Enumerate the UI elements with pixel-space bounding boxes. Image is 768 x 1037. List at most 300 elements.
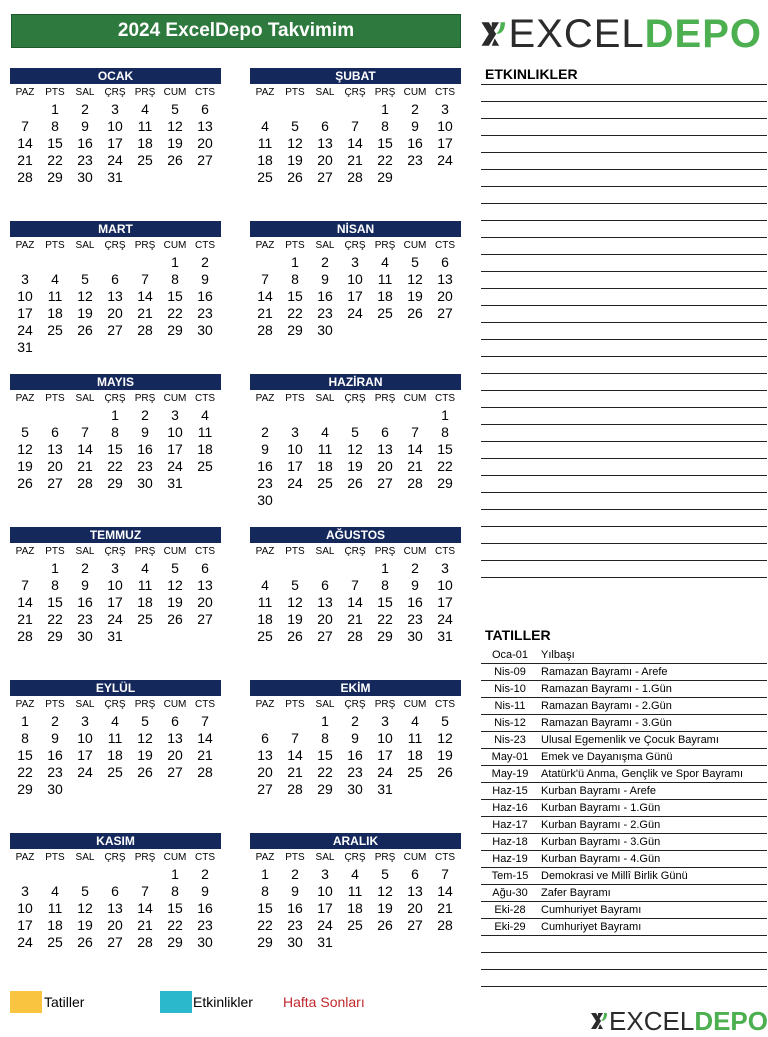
day-cell[interactable]: 16 <box>317 288 333 304</box>
day-cell[interactable] <box>70 339 100 356</box>
event-line[interactable] <box>481 577 767 578</box>
event-line[interactable] <box>481 543 767 544</box>
day-cell[interactable]: 28 <box>407 475 423 491</box>
day-cell[interactable]: 2 <box>351 713 359 729</box>
day-cell[interactable]: 13 <box>257 747 273 763</box>
day-cell[interactable]: 12 <box>377 883 393 899</box>
day-cell[interactable]: 8 <box>51 577 59 593</box>
day-cell[interactable]: 16 <box>407 135 423 151</box>
day-cell[interactable]: 19 <box>137 747 153 763</box>
event-line[interactable] <box>481 254 767 255</box>
day-cell[interactable]: 11 <box>47 288 63 304</box>
day-cell[interactable]: 27 <box>167 764 183 780</box>
day-cell[interactable]: 1 <box>381 101 389 117</box>
day-cell[interactable]: 25 <box>377 305 393 321</box>
day-cell[interactable]: 25 <box>47 322 63 338</box>
day-cell[interactable]: 5 <box>351 424 359 440</box>
day-cell[interactable]: 10 <box>107 118 123 134</box>
day-cell[interactable] <box>40 407 70 424</box>
day-cell[interactable]: 5 <box>381 866 389 882</box>
event-line[interactable] <box>481 509 767 510</box>
day-cell[interactable]: 4 <box>261 118 269 134</box>
day-cell[interactable]: 24 <box>167 458 183 474</box>
day-cell[interactable]: 30 <box>197 934 213 950</box>
day-cell[interactable] <box>400 934 430 951</box>
day-cell[interactable]: 7 <box>141 271 149 287</box>
day-cell[interactable]: 9 <box>261 441 269 457</box>
day-cell[interactable]: 23 <box>407 152 423 168</box>
day-cell[interactable]: 15 <box>167 288 183 304</box>
day-cell[interactable]: 25 <box>47 934 63 950</box>
day-cell[interactable] <box>340 322 370 339</box>
day-cell[interactable]: 12 <box>407 271 423 287</box>
day-cell[interactable]: 25 <box>107 764 123 780</box>
day-cell[interactable]: 30 <box>197 322 213 338</box>
day-cell[interactable] <box>400 169 430 186</box>
day-cell[interactable] <box>160 781 190 798</box>
event-line[interactable] <box>481 271 767 272</box>
day-cell[interactable]: 26 <box>377 917 393 933</box>
day-cell[interactable]: 2 <box>261 424 269 440</box>
day-cell[interactable]: 25 <box>257 628 273 644</box>
day-cell[interactable]: 25 <box>137 611 153 627</box>
day-cell[interactable]: 30 <box>47 781 63 797</box>
day-cell[interactable]: 13 <box>47 441 63 457</box>
day-cell[interactable] <box>100 254 130 271</box>
day-cell[interactable]: 2 <box>81 101 89 117</box>
day-cell[interactable]: 25 <box>197 458 213 474</box>
day-cell[interactable]: 24 <box>377 764 393 780</box>
event-line[interactable] <box>481 560 767 561</box>
day-cell[interactable]: 16 <box>137 441 153 457</box>
day-cell[interactable]: 19 <box>377 900 393 916</box>
day-cell[interactable] <box>430 492 460 509</box>
day-cell[interactable]: 13 <box>107 288 123 304</box>
day-cell[interactable]: 4 <box>201 407 209 423</box>
day-cell[interactable]: 12 <box>77 288 93 304</box>
day-cell[interactable]: 20 <box>107 305 123 321</box>
day-cell[interactable]: 7 <box>81 424 89 440</box>
day-cell[interactable]: 29 <box>47 169 63 185</box>
day-cell[interactable] <box>400 322 430 339</box>
day-cell[interactable]: 19 <box>287 611 303 627</box>
day-cell[interactable]: 20 <box>257 764 273 780</box>
day-cell[interactable]: 5 <box>141 713 149 729</box>
day-cell[interactable]: 2 <box>141 407 149 423</box>
day-cell[interactable]: 16 <box>287 900 303 916</box>
day-cell[interactable]: 17 <box>287 458 303 474</box>
day-cell[interactable]: 18 <box>47 305 63 321</box>
day-cell[interactable]: 27 <box>407 917 423 933</box>
day-cell[interactable]: 12 <box>287 594 303 610</box>
day-cell[interactable]: 7 <box>21 577 29 593</box>
day-cell[interactable] <box>340 407 370 424</box>
day-cell[interactable]: 3 <box>21 271 29 287</box>
day-cell[interactable]: 10 <box>77 730 93 746</box>
day-cell[interactable]: 17 <box>107 594 123 610</box>
day-cell[interactable] <box>10 254 40 271</box>
day-cell[interactable] <box>430 322 460 339</box>
day-cell[interactable]: 2 <box>201 866 209 882</box>
day-cell[interactable]: 29 <box>437 475 453 491</box>
day-cell[interactable]: 1 <box>171 254 179 270</box>
day-cell[interactable]: 8 <box>51 118 59 134</box>
day-cell[interactable]: 29 <box>257 934 273 950</box>
day-cell[interactable]: 28 <box>257 322 273 338</box>
day-cell[interactable]: 16 <box>77 594 93 610</box>
day-cell[interactable]: 21 <box>287 764 303 780</box>
day-cell[interactable] <box>40 339 70 356</box>
day-cell[interactable]: 12 <box>167 118 183 134</box>
day-cell[interactable]: 24 <box>77 764 93 780</box>
event-line[interactable] <box>481 305 767 306</box>
day-cell[interactable]: 10 <box>17 288 33 304</box>
day-cell[interactable]: 23 <box>407 611 423 627</box>
day-cell[interactable]: 25 <box>317 475 333 491</box>
day-cell[interactable] <box>340 492 370 509</box>
day-cell[interactable] <box>280 713 310 730</box>
day-cell[interactable] <box>280 407 310 424</box>
day-cell[interactable]: 23 <box>317 305 333 321</box>
day-cell[interactable]: 27 <box>107 322 123 338</box>
day-cell[interactable] <box>130 781 160 798</box>
day-cell[interactable]: 9 <box>201 883 209 899</box>
day-cell[interactable]: 18 <box>377 288 393 304</box>
day-cell[interactable]: 5 <box>171 560 179 576</box>
day-cell[interactable]: 5 <box>441 713 449 729</box>
day-cell[interactable]: 25 <box>347 917 363 933</box>
day-cell[interactable]: 18 <box>197 441 213 457</box>
day-cell[interactable]: 20 <box>107 917 123 933</box>
day-cell[interactable]: 15 <box>47 135 63 151</box>
day-cell[interactable]: 11 <box>347 883 363 899</box>
event-line[interactable] <box>481 492 767 493</box>
day-cell[interactable] <box>250 254 280 271</box>
day-cell[interactable]: 4 <box>261 577 269 593</box>
day-cell[interactable]: 31 <box>107 628 123 644</box>
day-cell[interactable]: 1 <box>381 560 389 576</box>
day-cell[interactable]: 1 <box>261 866 269 882</box>
day-cell[interactable] <box>190 339 220 356</box>
day-cell[interactable] <box>160 628 190 645</box>
day-cell[interactable]: 10 <box>317 883 333 899</box>
day-cell[interactable]: 14 <box>17 135 33 151</box>
day-cell[interactable]: 25 <box>137 152 153 168</box>
day-cell[interactable]: 16 <box>257 458 273 474</box>
day-cell[interactable]: 30 <box>257 492 273 508</box>
day-cell[interactable]: 9 <box>81 118 89 134</box>
day-cell[interactable] <box>430 169 460 186</box>
day-cell[interactable] <box>430 934 460 951</box>
day-cell[interactable]: 12 <box>137 730 153 746</box>
day-cell[interactable]: 29 <box>167 934 183 950</box>
day-cell[interactable]: 12 <box>437 730 453 746</box>
day-cell[interactable] <box>70 781 100 798</box>
day-cell[interactable]: 30 <box>77 628 93 644</box>
day-cell[interactable] <box>190 169 220 186</box>
day-cell[interactable] <box>70 407 100 424</box>
day-cell[interactable]: 18 <box>317 458 333 474</box>
day-cell[interactable]: 6 <box>321 577 329 593</box>
day-cell[interactable]: 13 <box>317 594 333 610</box>
day-cell[interactable]: 4 <box>411 713 419 729</box>
day-cell[interactable]: 29 <box>47 628 63 644</box>
day-cell[interactable]: 21 <box>347 611 363 627</box>
day-cell[interactable]: 2 <box>51 713 59 729</box>
day-cell[interactable] <box>280 560 310 577</box>
day-cell[interactable] <box>70 254 100 271</box>
day-cell[interactable]: 22 <box>317 764 333 780</box>
day-cell[interactable] <box>10 560 40 577</box>
day-cell[interactable]: 11 <box>47 900 63 916</box>
day-cell[interactable]: 26 <box>77 322 93 338</box>
event-line[interactable] <box>481 390 767 391</box>
day-cell[interactable]: 13 <box>407 883 423 899</box>
day-cell[interactable]: 20 <box>437 288 453 304</box>
day-cell[interactable]: 30 <box>347 781 363 797</box>
day-cell[interactable] <box>70 866 100 883</box>
day-cell[interactable]: 28 <box>77 475 93 491</box>
day-cell[interactable]: 26 <box>17 475 33 491</box>
day-cell[interactable] <box>10 407 40 424</box>
day-cell[interactable]: 9 <box>201 271 209 287</box>
day-cell[interactable]: 7 <box>411 424 419 440</box>
day-cell[interactable]: 21 <box>347 152 363 168</box>
day-cell[interactable]: 6 <box>411 866 419 882</box>
day-cell[interactable]: 16 <box>197 288 213 304</box>
day-cell[interactable]: 24 <box>17 934 33 950</box>
day-cell[interactable]: 3 <box>441 560 449 576</box>
day-cell[interactable]: 23 <box>347 764 363 780</box>
day-cell[interactable]: 31 <box>437 628 453 644</box>
day-cell[interactable]: 4 <box>321 424 329 440</box>
day-cell[interactable]: 23 <box>137 458 153 474</box>
day-cell[interactable]: 29 <box>107 475 123 491</box>
day-cell[interactable]: 16 <box>47 747 63 763</box>
day-cell[interactable]: 30 <box>137 475 153 491</box>
day-cell[interactable]: 14 <box>77 441 93 457</box>
event-line[interactable] <box>481 84 767 85</box>
event-line[interactable] <box>481 441 767 442</box>
event-line[interactable] <box>481 407 767 408</box>
day-cell[interactable]: 28 <box>287 781 303 797</box>
day-cell[interactable] <box>340 934 370 951</box>
day-cell[interactable]: 3 <box>111 560 119 576</box>
day-cell[interactable]: 15 <box>377 135 393 151</box>
day-cell[interactable]: 10 <box>437 118 453 134</box>
day-cell[interactable]: 4 <box>111 713 119 729</box>
day-cell[interactable]: 6 <box>441 254 449 270</box>
day-cell[interactable]: 21 <box>17 611 33 627</box>
day-cell[interactable]: 10 <box>107 577 123 593</box>
day-cell[interactable]: 20 <box>47 458 63 474</box>
day-cell[interactable]: 7 <box>291 730 299 746</box>
day-cell[interactable]: 10 <box>377 730 393 746</box>
day-cell[interactable]: 23 <box>77 611 93 627</box>
day-cell[interactable]: 27 <box>437 305 453 321</box>
day-cell[interactable]: 21 <box>407 458 423 474</box>
day-cell[interactable]: 12 <box>17 441 33 457</box>
day-cell[interactable]: 15 <box>107 441 123 457</box>
day-cell[interactable] <box>130 339 160 356</box>
day-cell[interactable]: 1 <box>111 407 119 423</box>
day-cell[interactable]: 19 <box>77 917 93 933</box>
day-cell[interactable]: 18 <box>47 917 63 933</box>
day-cell[interactable]: 17 <box>377 747 393 763</box>
day-cell[interactable] <box>370 322 400 339</box>
day-cell[interactable]: 19 <box>167 594 183 610</box>
day-cell[interactable]: 21 <box>197 747 213 763</box>
event-line[interactable] <box>481 322 767 323</box>
day-cell[interactable]: 16 <box>347 747 363 763</box>
day-cell[interactable]: 6 <box>201 560 209 576</box>
day-cell[interactable]: 26 <box>77 934 93 950</box>
day-cell[interactable] <box>310 407 340 424</box>
day-cell[interactable]: 24 <box>437 611 453 627</box>
day-cell[interactable]: 4 <box>51 883 59 899</box>
day-cell[interactable]: 3 <box>21 883 29 899</box>
day-cell[interactable]: 28 <box>197 764 213 780</box>
day-cell[interactable]: 19 <box>407 288 423 304</box>
day-cell[interactable]: 13 <box>377 441 393 457</box>
day-cell[interactable]: 8 <box>291 271 299 287</box>
day-cell[interactable]: 27 <box>317 169 333 185</box>
day-cell[interactable]: 3 <box>171 407 179 423</box>
day-cell[interactable]: 1 <box>171 866 179 882</box>
day-cell[interactable]: 26 <box>137 764 153 780</box>
day-cell[interactable]: 17 <box>347 288 363 304</box>
day-cell[interactable]: 8 <box>21 730 29 746</box>
day-cell[interactable]: 14 <box>287 747 303 763</box>
day-cell[interactable]: 22 <box>167 917 183 933</box>
day-cell[interactable]: 9 <box>321 271 329 287</box>
day-cell[interactable]: 18 <box>257 152 273 168</box>
day-cell[interactable]: 1 <box>291 254 299 270</box>
day-cell[interactable]: 6 <box>111 271 119 287</box>
day-cell[interactable]: 3 <box>441 101 449 117</box>
day-cell[interactable]: 13 <box>167 730 183 746</box>
day-cell[interactable]: 24 <box>347 305 363 321</box>
day-cell[interactable]: 2 <box>411 560 419 576</box>
day-cell[interactable]: 17 <box>167 441 183 457</box>
day-cell[interactable]: 15 <box>17 747 33 763</box>
day-cell[interactable]: 29 <box>167 322 183 338</box>
day-cell[interactable]: 27 <box>377 475 393 491</box>
day-cell[interactable]: 13 <box>437 271 453 287</box>
day-cell[interactable]: 7 <box>351 577 359 593</box>
day-cell[interactable]: 21 <box>17 152 33 168</box>
day-cell[interactable]: 14 <box>437 883 453 899</box>
day-cell[interactable]: 18 <box>257 611 273 627</box>
day-cell[interactable]: 24 <box>17 322 33 338</box>
day-cell[interactable]: 12 <box>287 135 303 151</box>
day-cell[interactable]: 26 <box>437 764 453 780</box>
day-cell[interactable]: 26 <box>287 169 303 185</box>
day-cell[interactable]: 3 <box>81 713 89 729</box>
day-cell[interactable]: 26 <box>347 475 363 491</box>
day-cell[interactable] <box>310 560 340 577</box>
day-cell[interactable]: 21 <box>257 305 273 321</box>
day-cell[interactable]: 15 <box>47 594 63 610</box>
day-cell[interactable]: 19 <box>287 152 303 168</box>
day-cell[interactable] <box>250 407 280 424</box>
day-cell[interactable]: 14 <box>347 135 363 151</box>
day-cell[interactable]: 7 <box>441 866 449 882</box>
day-cell[interactable]: 6 <box>51 424 59 440</box>
day-cell[interactable]: 17 <box>317 900 333 916</box>
event-line[interactable] <box>481 288 767 289</box>
day-cell[interactable]: 23 <box>47 764 63 780</box>
day-cell[interactable] <box>310 101 340 118</box>
day-cell[interactable] <box>430 781 460 798</box>
day-cell[interactable]: 22 <box>287 305 303 321</box>
day-cell[interactable] <box>280 101 310 118</box>
event-line[interactable] <box>481 526 767 527</box>
day-cell[interactable] <box>280 492 310 509</box>
day-cell[interactable]: 7 <box>141 883 149 899</box>
day-cell[interactable]: 17 <box>77 747 93 763</box>
day-cell[interactable] <box>400 781 430 798</box>
day-cell[interactable]: 28 <box>437 917 453 933</box>
day-cell[interactable]: 23 <box>197 305 213 321</box>
day-cell[interactable]: 24 <box>107 611 123 627</box>
day-cell[interactable]: 24 <box>437 152 453 168</box>
day-cell[interactable]: 24 <box>107 152 123 168</box>
day-cell[interactable]: 30 <box>407 628 423 644</box>
day-cell[interactable]: 10 <box>437 577 453 593</box>
day-cell[interactable]: 19 <box>167 135 183 151</box>
day-cell[interactable]: 9 <box>411 577 419 593</box>
day-cell[interactable]: 29 <box>377 169 393 185</box>
day-cell[interactable] <box>130 169 160 186</box>
day-cell[interactable]: 26 <box>407 305 423 321</box>
day-cell[interactable]: 29 <box>377 628 393 644</box>
day-cell[interactable]: 5 <box>291 118 299 134</box>
day-cell[interactable]: 8 <box>381 577 389 593</box>
day-cell[interactable]: 27 <box>197 611 213 627</box>
day-cell[interactable]: 28 <box>347 628 363 644</box>
day-cell[interactable] <box>190 628 220 645</box>
day-cell[interactable]: 16 <box>77 135 93 151</box>
day-cell[interactable]: 13 <box>197 118 213 134</box>
day-cell[interactable]: 16 <box>197 900 213 916</box>
day-cell[interactable]: 28 <box>347 169 363 185</box>
day-cell[interactable]: 23 <box>287 917 303 933</box>
day-cell[interactable] <box>130 254 160 271</box>
event-line[interactable] <box>481 203 767 204</box>
day-cell[interactable]: 7 <box>351 118 359 134</box>
day-cell[interactable]: 27 <box>257 781 273 797</box>
day-cell[interactable]: 15 <box>257 900 273 916</box>
day-cell[interactable]: 7 <box>21 118 29 134</box>
day-cell[interactable]: 3 <box>381 713 389 729</box>
day-cell[interactable]: 3 <box>111 101 119 117</box>
day-cell[interactable]: 15 <box>377 594 393 610</box>
day-cell[interactable] <box>340 101 370 118</box>
day-cell[interactable]: 22 <box>377 152 393 168</box>
day-cell[interactable]: 10 <box>17 900 33 916</box>
day-cell[interactable]: 18 <box>107 747 123 763</box>
day-cell[interactable]: 1 <box>441 407 449 423</box>
event-line[interactable] <box>481 118 767 119</box>
day-cell[interactable]: 8 <box>381 118 389 134</box>
day-cell[interactable]: 28 <box>17 628 33 644</box>
day-cell[interactable]: 20 <box>377 458 393 474</box>
day-cell[interactable] <box>100 866 130 883</box>
day-cell[interactable]: 5 <box>81 271 89 287</box>
day-cell[interactable]: 8 <box>441 424 449 440</box>
day-cell[interactable]: 11 <box>257 594 273 610</box>
